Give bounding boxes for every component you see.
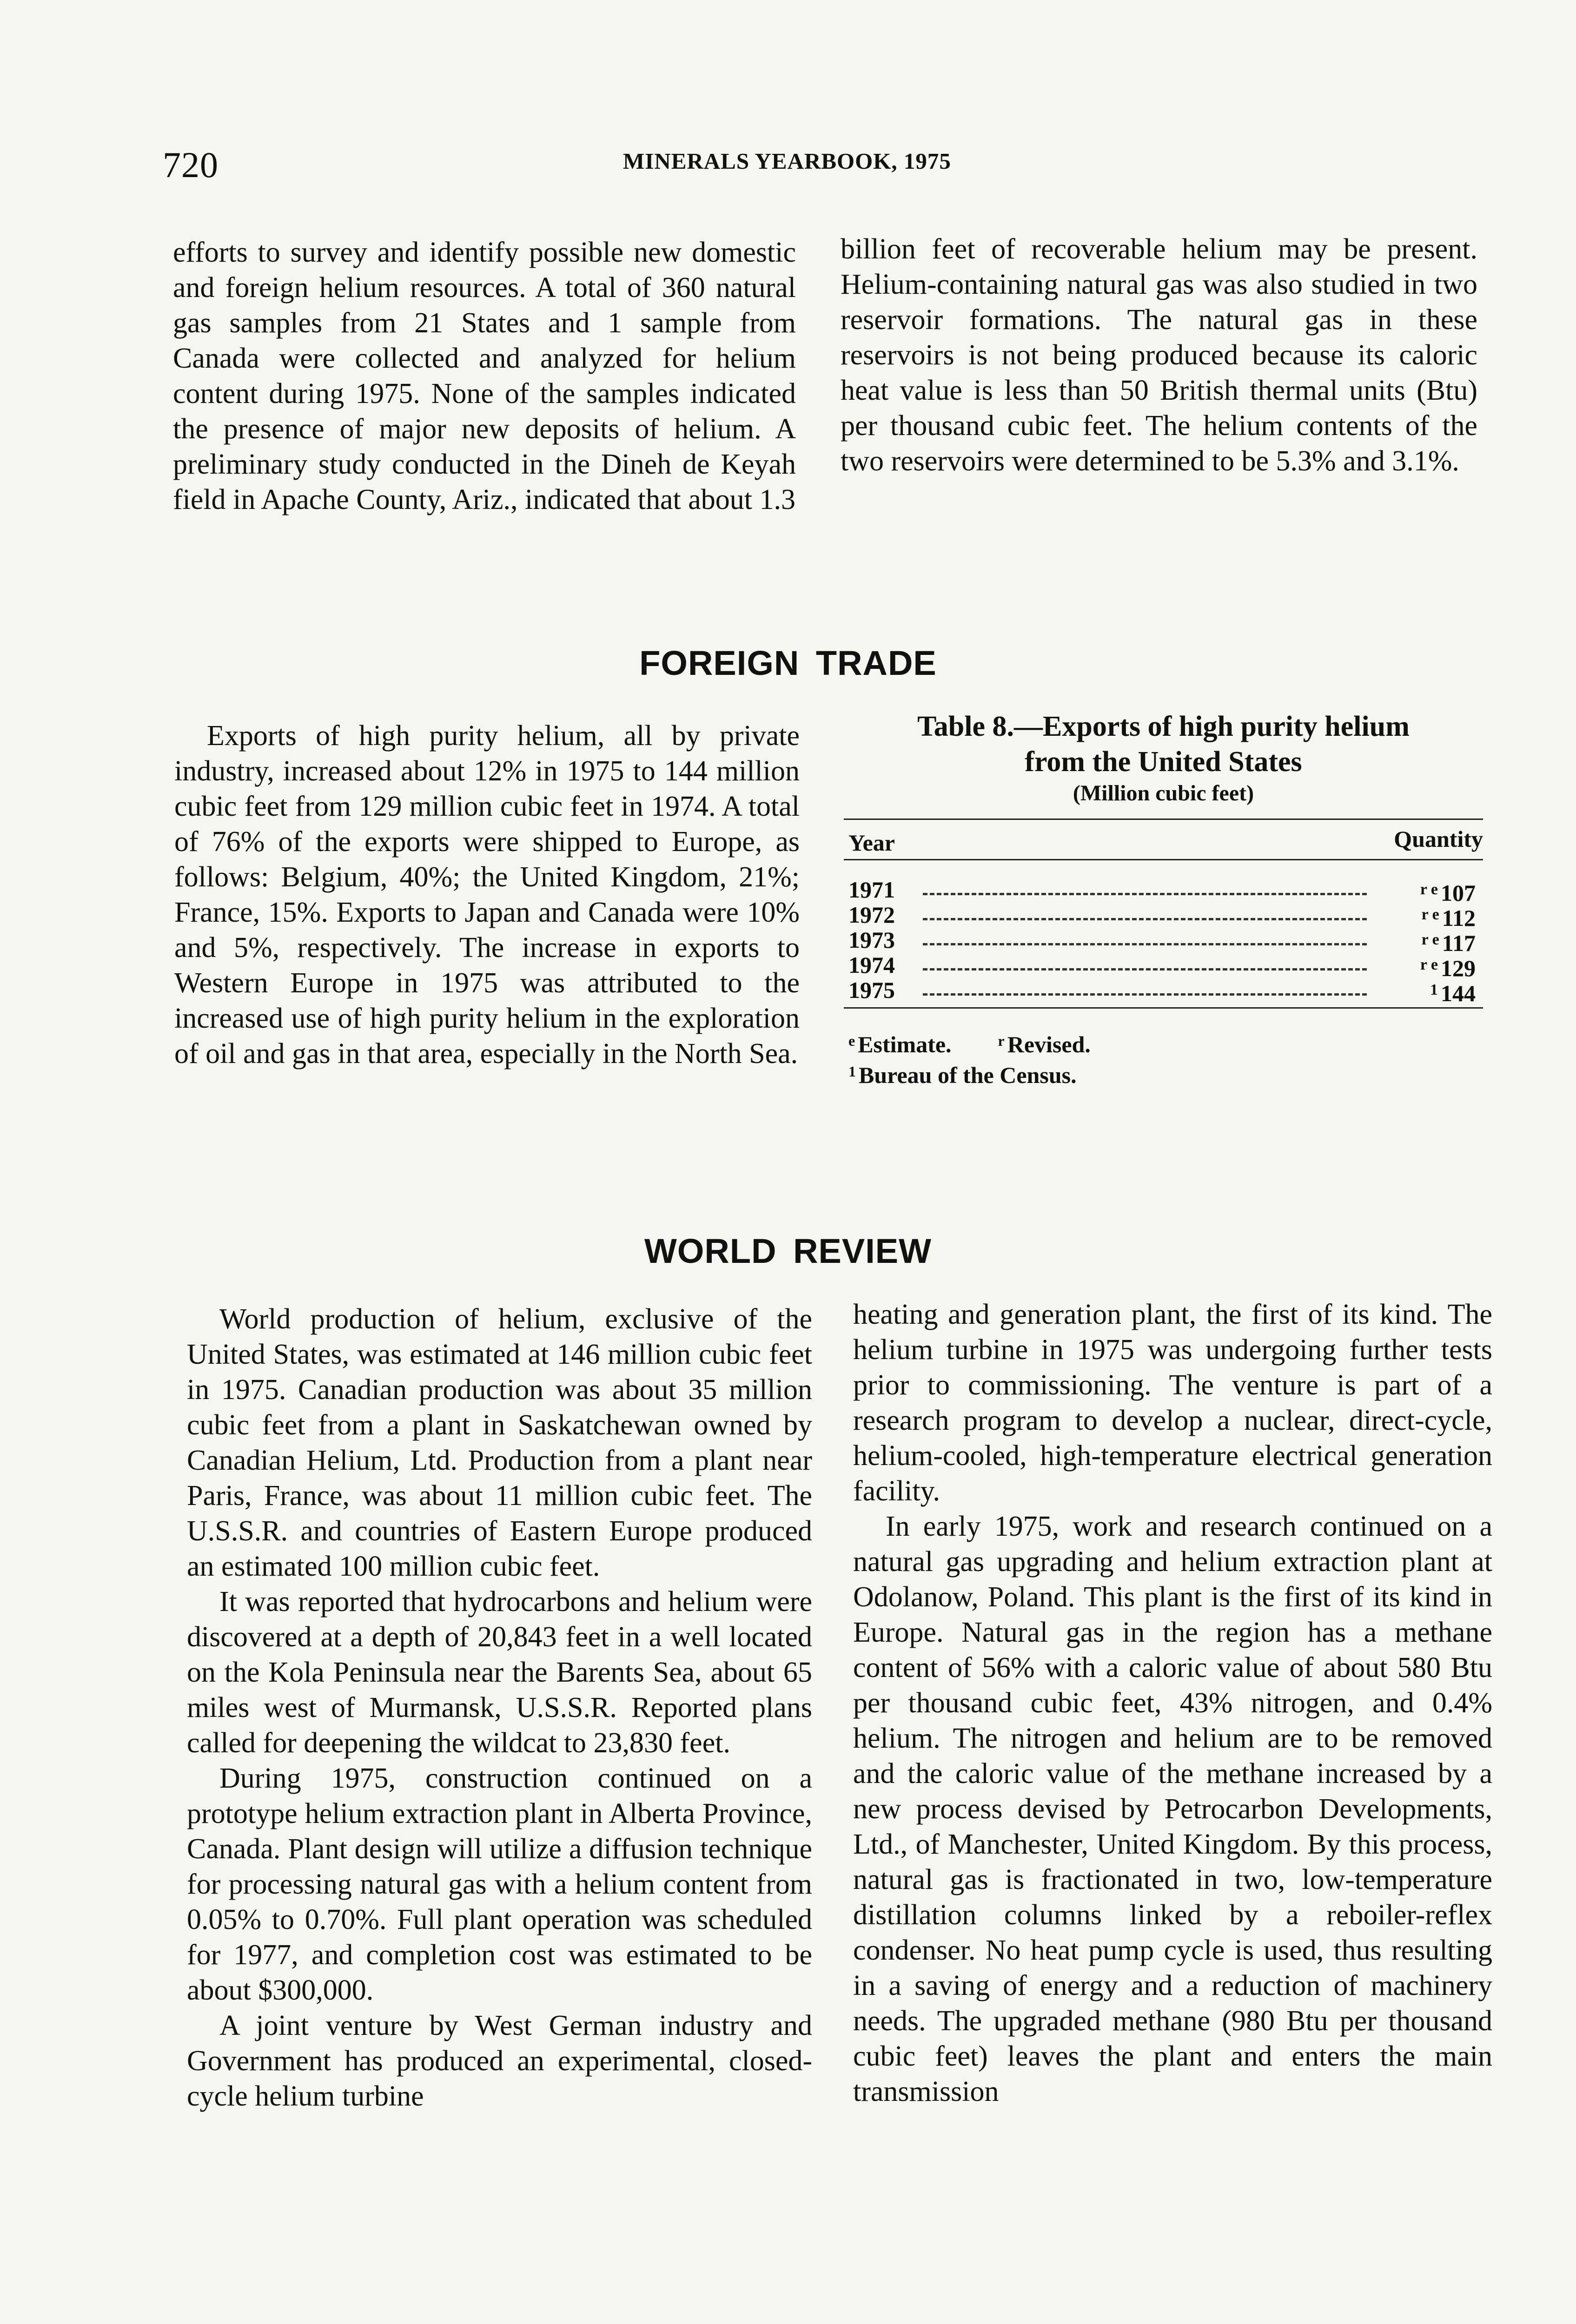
row-quantity <box>1430 977 1476 1006</box>
world-review-paragraph: It was reported that hydrocarbons and helium were discovered at a depth of 20,843 feet in a well located on the Kola Peninsula near the Barents Sea, about 65 miles west of Murmansk, U.S.S.R. Reported plans called for deepening the wildcat to 23,830 feet. <box>187 1586 812 1759</box>
table-body <box>844 860 1483 1007</box>
table-row <box>844 927 1483 956</box>
foreign-trade-column <box>174 718 800 1071</box>
row-value: 144 <box>1441 980 1476 1006</box>
footnote-line <box>848 1027 1483 1058</box>
world-review-paragraph: heating and generation plant, the first of its kind. The helium turbine in 1975 was undergoing further tests prior to commissioning. The venture is part of a research program to develop a nuclear, direct-cycle, helium-cooled, high-temperature electrical generation facility. <box>853 1299 1492 1507</box>
row-mark: 1 <box>1430 981 1438 998</box>
row-quantity <box>1422 902 1476 931</box>
row-value: 117 <box>1442 930 1476 956</box>
world-review-heading: WORLD REVIEW <box>644 1232 932 1270</box>
footnote-mark: 1 <box>848 1063 856 1080</box>
row-value: 107 <box>1441 880 1476 906</box>
dot-leader <box>923 943 1367 945</box>
world-review-right-column <box>853 1297 1492 2109</box>
column-header-quantity: Quantity <box>1394 826 1483 852</box>
foreign-trade-heading: FOREIGN TRADE <box>639 644 937 682</box>
world-review-paragraph: A joint venture by West German industry and Government has produced an experimental, closed-cycle helium turbine <box>187 2010 812 2112</box>
row-value: 129 <box>1441 955 1476 981</box>
table-row <box>844 952 1483 981</box>
footnote-mark: e <box>848 1032 855 1049</box>
table-row <box>844 902 1483 931</box>
dot-leader <box>923 993 1367 996</box>
row-mark: r e <box>1421 906 1439 923</box>
table-footnotes <box>844 1027 1483 1089</box>
table-bottom-rule <box>844 1007 1483 1009</box>
row-year: 1975 <box>848 977 895 1003</box>
intro-paragraph-left: efforts to survey and identify possible new domestic and foreign helium resources. A total of 360 natural gas samples from 21 States and 1 sample from Canada were collected and analyzed for helium content during 1975. None of the samples indicated the presence of major new deposits of helium. A preliminary study conducted in the Dineh de Keyah field in Apache County, Ariz., indicated that about 1.3 <box>173 237 796 515</box>
intro-left-column <box>173 235 796 517</box>
world-review-paragraph: World production of helium, exclusive of the United States, was estimated at 146 million cubic feet in 1975. Canadian production was about 35 million cubic feet from a plant in Saskatchewan owned by Canadian Helium, Ltd. Production from a plant near Paris, France, was about 11 million cubic feet. The U.S.S.R. and countries of Eastern Europe produced an estimated 100 million cubic feet. <box>187 1303 812 1582</box>
row-year: 1972 <box>848 902 895 928</box>
running-title: MINERALS YEARBOOK, 1975 <box>623 148 951 174</box>
dot-leader <box>923 968 1367 971</box>
table-subtitle: (Million cubic feet) <box>1073 781 1254 805</box>
footnote-mark: r <box>998 1032 1005 1049</box>
row-value: 112 <box>1442 905 1476 931</box>
column-header-year: Year <box>848 830 895 856</box>
intro-paragraph-right: billion feet of recoverable helium may be present. Helium-containing natural gas was also studied in two reservoir formations. The natural gas in these reservoirs is not being produced because its caloric heat value is less than 50 British thermal units (Btu) per thousand cubic feet. The helium contents of the two reservoirs were determined to be 5.3% and 3.1%. <box>841 233 1477 477</box>
dot-leader <box>923 893 1367 895</box>
row-year: 1971 <box>848 877 895 903</box>
table-row <box>844 877 1483 906</box>
table-row <box>844 977 1483 1006</box>
footnote-text: Bureau of the Census. <box>859 1062 1077 1088</box>
row-quantity <box>1420 877 1476 905</box>
page-number: 720 <box>163 145 219 185</box>
row-year: 1974 <box>848 952 895 978</box>
world-review-paragraph: In early 1975, work and research continued on a natural gas upgrading and helium extraction plant at Odolanow, Poland. This plant is the first of its kind in Europe. Natural gas in the region has a methane content of 56% with a caloric value of about 580 Btu per thousand cubic feet, 43% nitrogen, and 0.4% helium. The nitrogen and helium are to be removed and the caloric value of the methane increased by a new process devised by Petrocarbon Developments, Ltd., of Manchester, United Kingdom. By this process, natural gas is fractionated in two, low-temperature distillation columns linked by a reboiler-reflex condenser. No heat pump cycle is used, thus resulting in a saving of energy and a reduction of machinery needs. The upgraded methane (980 Btu per thousand cubic feet) leaves the plant and enters the main transmission <box>853 1511 1492 2107</box>
foreign-trade-paragraph: Exports of high purity helium, all by private industry, increased about 12% in 1975 to 144 million cubic feet from 129 million cubic feet in 1974. A total of 76% of the exports were shipped to Europe, as follows: Belgium, 40%; the United Kingdom, 21%; France, 15%. Exports to Japan and Canada were 10% and 5%, respectively. The increase in exports to Western Europe in 1975 was attributed to the increased use of high purity helium in the exploration of oil and gas in that area, especially in the North Sea. <box>174 720 800 1070</box>
exports-table <box>844 709 1483 1089</box>
world-review-left-column <box>187 1301 812 2114</box>
row-mark: r e <box>1420 956 1438 973</box>
table-title-line2: from the United States <box>1025 746 1302 778</box>
row-mark: r e <box>1420 881 1438 898</box>
row-quantity <box>1420 952 1476 981</box>
row-quantity <box>1422 927 1476 956</box>
row-year: 1973 <box>848 927 895 953</box>
row-mark: r e <box>1421 931 1439 948</box>
world-review-paragraph: During 1975, construction continued on a prototype helium extraction plant in Alberta Province, Canada. Plant design will utilize a diffusion technique for processing natural gas with a helium content from 0.05% to 0.70%. Full plant operation was scheduled for 1977, and completion cost was estimated to be about $300,000. <box>187 1763 812 2006</box>
intro-right-column <box>841 231 1477 479</box>
footnote-text: Revised. <box>1007 1031 1091 1057</box>
table-header <box>844 820 1483 859</box>
footnote-text: Estimate. <box>858 1031 952 1057</box>
footnote-line <box>848 1058 1483 1089</box>
table-title-line1: Table 8.—Exports of high purity helium <box>917 711 1410 742</box>
dot-leader <box>923 918 1367 920</box>
